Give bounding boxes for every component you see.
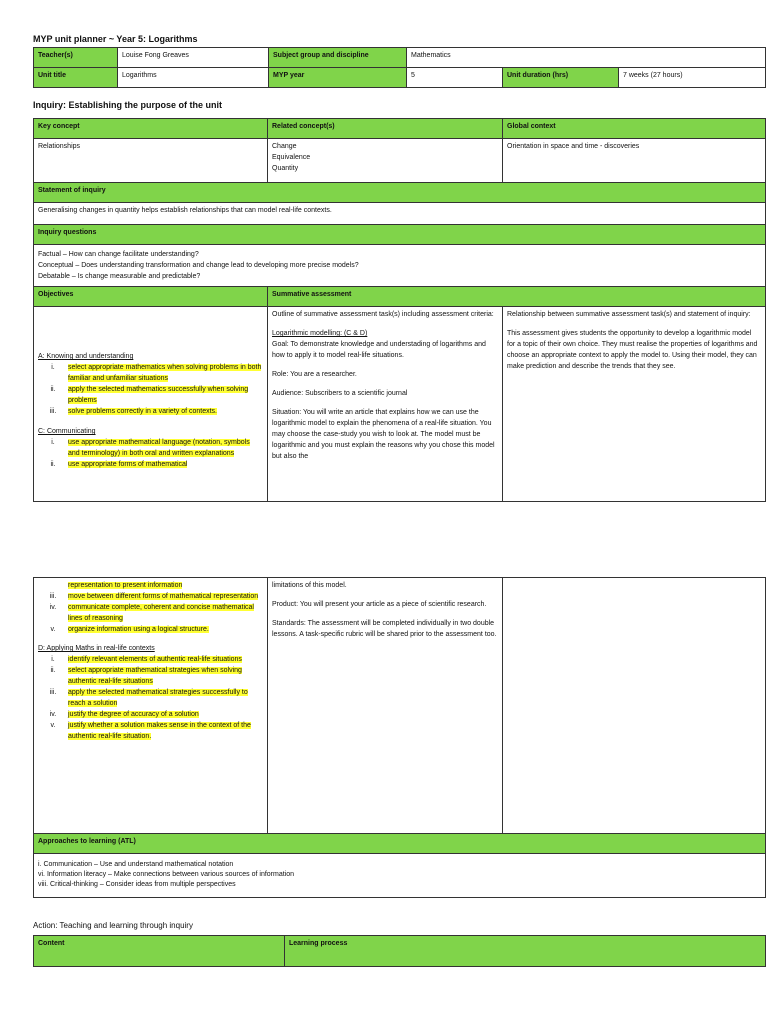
objective-text: select appropriate mathematics when solving problems in both familiar and unfamiliar situations <box>68 364 262 382</box>
list-item: ii. apply the selected mathematics successfully when solving problems <box>50 386 249 404</box>
header-table <box>33 47 766 88</box>
list-item: i. use appropriate mathematical language (notation, symbols and terminology) in both oral and written explanations <box>51 439 250 457</box>
atl-line: vi. Information literacy – Make connections between various sources of information <box>38 871 295 878</box>
task-standards: Standards: The assessment will be completed individually in two double lessons. A task-specific rubric will be shared prior to the assessment too. <box>272 620 497 638</box>
statement-text: Generalising changes in quantity helps establish relationships that can model real-life contexts. <box>34 203 766 225</box>
objective-text: select appropriate mathematical strategies when solving authentic real-life situations <box>68 667 242 685</box>
relationship-cell <box>503 307 766 502</box>
relationship-continued-cell <box>503 578 766 834</box>
subject-label: Subject group and discipline <box>269 48 407 68</box>
related-concept-item: Change <box>272 143 297 150</box>
criterion-c-list-continued <box>38 580 263 635</box>
teacher-label: Teacher(s) <box>34 48 118 68</box>
statement-label: Statement of inquiry <box>34 183 766 203</box>
list-item: iv. communicate complete, coherent and concise mathematical lines of reasoning <box>49 604 254 622</box>
document-title: MYP unit planner ~ Year 5: Logarithms <box>33 34 198 44</box>
objective-text: organize information using a logical structure. <box>68 626 209 633</box>
related-concept-item: Quantity <box>272 165 299 172</box>
related-concepts-value <box>268 139 503 183</box>
criterion-d-list <box>38 654 263 742</box>
objective-text: use appropriate mathematical language (notation, symbols and terminology) in both oral and written explanations <box>68 439 250 457</box>
global-context-label: Global context <box>503 119 766 139</box>
criterion-c-title: C: Communicating <box>38 428 96 435</box>
atl-line: i. Communication – Use and understand mathematical notation <box>38 861 234 868</box>
list-item: v. organize information using a logical structure. <box>50 626 209 633</box>
task-product: Product: You will present your article as a piece of scientific research. <box>272 601 487 608</box>
atl-label: Approaches to learning (ATL) <box>34 834 766 854</box>
unit-title-value: Logarithms <box>118 68 269 88</box>
relationship-title: Relationship between summative assessment task(s) and statement of inquiry: <box>507 311 751 318</box>
list-item: i. identify relevant elements of authentic real-life situations <box>51 656 242 663</box>
task-role: Role: You are a researcher. <box>272 371 357 378</box>
duration-value: 7 weeks (27 hours) <box>619 68 766 88</box>
objective-text: move between different forms of mathematical representation <box>68 593 259 600</box>
teacher-value: Louise Fong Greaves <box>118 48 269 68</box>
list-item <box>38 580 263 591</box>
related-concept-item: Equivalence <box>272 154 311 161</box>
key-concept-value: Relationships <box>34 139 268 183</box>
summative-outline-cell <box>268 307 503 502</box>
myp-year-value: 5 <box>407 68 503 88</box>
task-situation: Situation: You will write an article that explains how we can use the logarithmic model to explain the phenomena of a real-life situation. You may choose the case-study you wish to look at. The model must be logarithmic and you must explain the reasons why you chose this model but also the <box>272 409 495 460</box>
list-item: v. justify whether a solution makes sense in the context of the authentic real-life situation. <box>50 722 251 740</box>
list-item: iv. justify the degree of accuracy of a solution <box>49 711 199 718</box>
task-situation-continued: limitations of this model. <box>272 582 347 589</box>
inquiry-questions-label: Inquiry questions <box>34 225 766 245</box>
content-label: Content <box>34 936 285 967</box>
list-item: iii. solve problems correctly in a variety of contexts. <box>49 408 218 415</box>
atl-line: viii. Critical-thinking – Consider ideas from multiple perspectives <box>38 881 236 888</box>
myp-year-label: MYP year <box>269 68 407 88</box>
unit-title-label: Unit title <box>34 68 118 88</box>
objective-text: apply the selected mathematical strategies successfully to reach a solution <box>68 689 248 707</box>
objective-text: apply the selected mathematics successfully when solving problems <box>68 386 249 404</box>
objective-text: use appropriate forms of mathematical <box>68 461 188 468</box>
criterion-d-title: D: Applying Maths in real-life contexts <box>38 645 155 652</box>
continuation-table <box>33 577 766 898</box>
relationship-text: This assessment gives students the opportunity to develop a logarithmic model for a topic of their own choice. They must realise the properties of logarithms and choose an appropriate context to apply the model to. Using their model, they can make prediction and describe the trends that they see. <box>507 330 758 370</box>
objective-text: justify the degree of accuracy of a solution <box>68 711 199 718</box>
action-table <box>33 935 766 967</box>
list-item: iii. apply the selected mathematical strategies successfully to reach a solution <box>49 689 248 707</box>
criterion-c-list <box>38 437 263 470</box>
objective-text: representation to present information <box>68 582 183 589</box>
conceptual-question: Conceptual – Does understanding transformation and change lead to developing more precise models? <box>38 262 359 269</box>
objective-text: communicate complete, coherent and concise mathematical lines of reasoning <box>68 604 254 622</box>
objectives-continued-cell <box>34 578 268 834</box>
summative-continued-cell <box>268 578 503 834</box>
inquiry-section-title: Inquiry: Establishing the purpose of the unit <box>33 100 222 110</box>
debatable-question: Debatable – Is change measurable and predictable? <box>38 273 201 280</box>
list-item: ii. select appropriate mathematical strategies when solving authentic real-life situations <box>50 667 242 685</box>
global-context-value: Orientation in space and time - discoveries <box>503 139 766 183</box>
action-section-title: Action: Teaching and learning through inquiry <box>33 921 193 930</box>
criterion-a-list <box>38 362 263 417</box>
related-concepts-label: Related concept(s) <box>268 119 503 139</box>
task-title: Logarithmic modelling: (C & D) <box>272 330 368 337</box>
criterion-a-title: A: Knowing and understanding <box>38 353 134 360</box>
learning-process-label: Learning process <box>285 936 766 967</box>
list-item: ii. use appropriate forms of mathematical <box>50 461 188 468</box>
list-item: i. select appropriate mathematics when solving problems in both familiar and unfamiliar situations <box>51 364 262 382</box>
inquiry-questions <box>34 245 766 287</box>
objectives-label: Objectives <box>34 287 268 307</box>
key-concept-label: Key concept <box>34 119 268 139</box>
summative-label: Summative assessment <box>268 287 766 307</box>
objective-text: identify relevant elements of authentic real-life situations <box>68 656 242 663</box>
subject-value: Mathematics <box>407 48 766 68</box>
atl-cell <box>34 854 766 898</box>
list-item: iii. move between different forms of mathematical representation <box>49 593 259 600</box>
summative-outline: Outline of summative assessment task(s) including assessment criteria: <box>272 311 494 318</box>
objectives-cell <box>34 307 268 502</box>
objective-text: solve problems correctly in a variety of contexts. <box>68 408 218 415</box>
task-audience: Audience: Subscribers to a scientific journal <box>272 390 408 397</box>
objective-text: justify whether a solution makes sense in the context of the authentic real-life situation. <box>68 722 251 740</box>
task-goal: Goal: To demonstrate knowledge and understading of logarithms and how to apply it to model real-life situations. <box>272 341 486 359</box>
factual-question: Factual – How can change facilitate understanding? <box>38 251 199 258</box>
duration-label: Unit duration (hrs) <box>503 68 619 88</box>
inquiry-table <box>33 118 766 502</box>
